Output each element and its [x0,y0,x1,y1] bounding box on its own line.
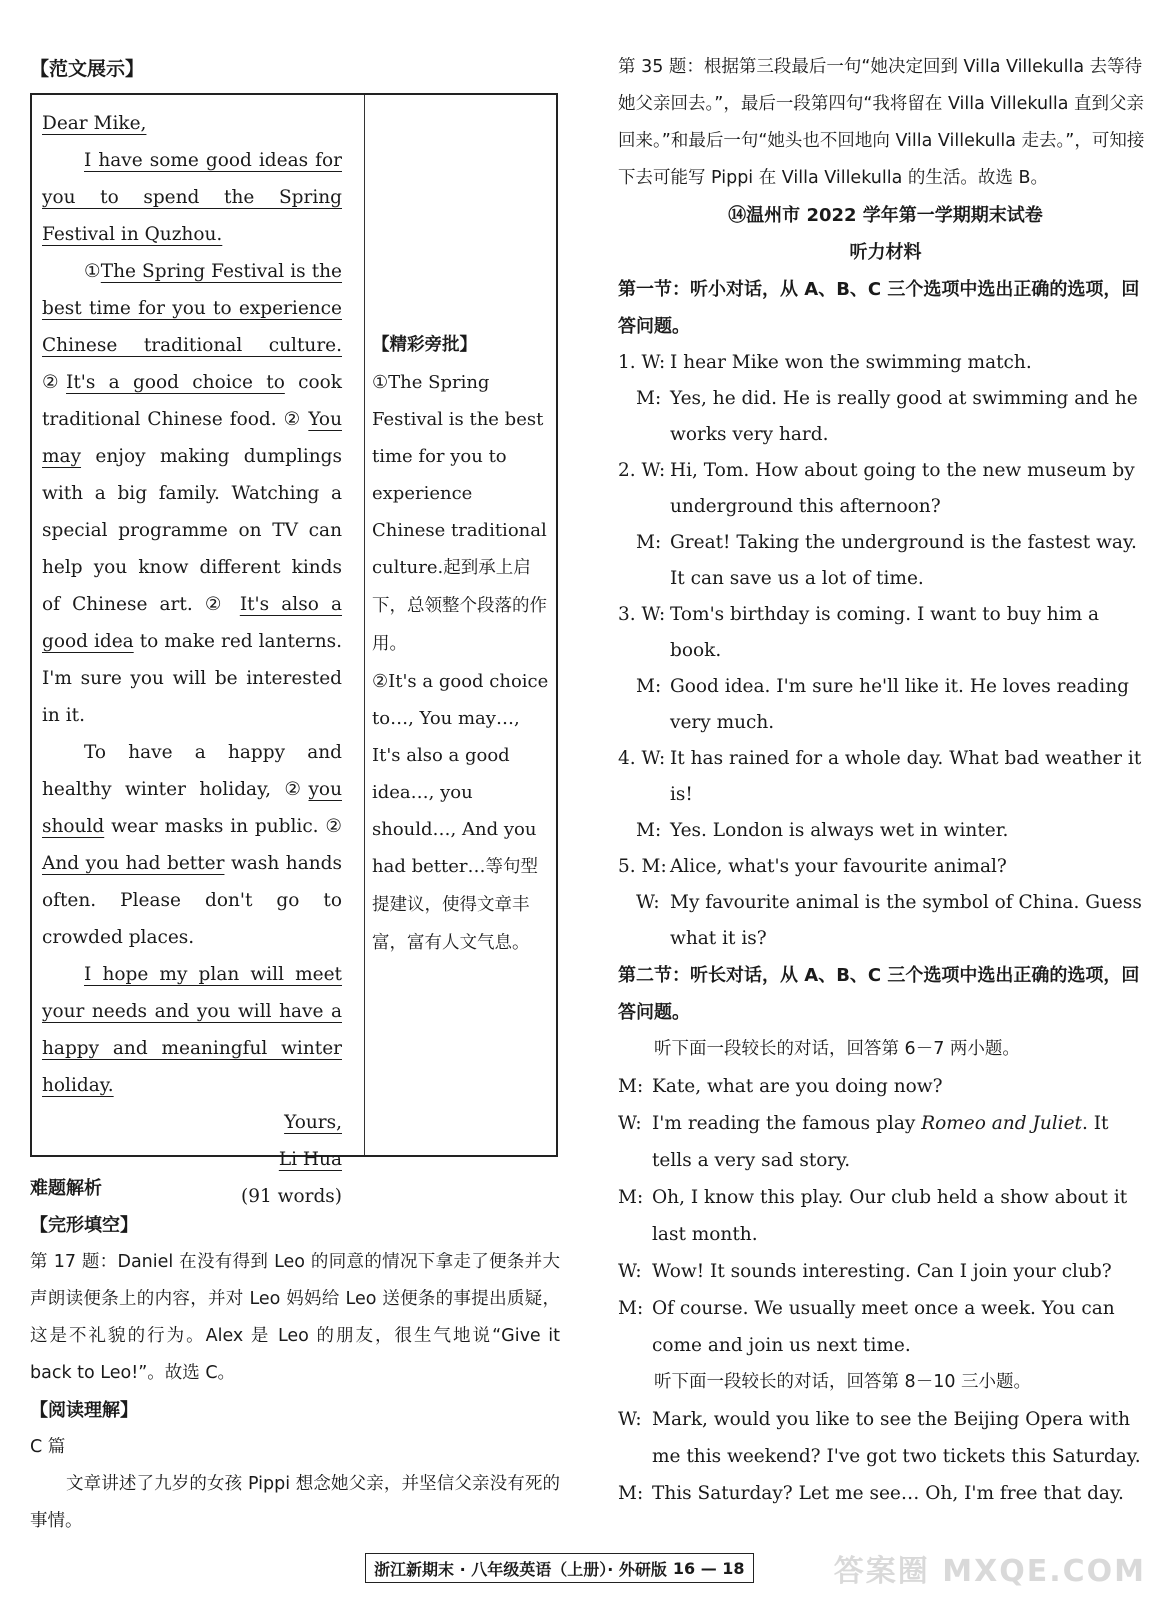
essay-signature: Li Hua [278,1149,342,1170]
column-divider [364,95,365,1155]
dialogue-line: W: I'm reading the famous play Romeo and Juliet. It tells a very sad story. [618,1113,1109,1171]
dialogue-line: M: Oh, I know this play. Our club held a show about it last month. [618,1187,1128,1245]
dialogue-line: W: My favourite animal is the symbol of China. Guess what it is? [636,892,1142,949]
left-column [30,52,560,86]
analysis-heading: 难题解析 [30,1178,102,1199]
section-2-title: 第二节：听长对话，从 A、B、C 三个选项中选出正确的选项，回答问题。 [618,965,1140,1023]
dialogue-line: 1. W: I hear Mike won the swimming match. [618,352,1032,373]
dialogue-line: W: Mark, would you like to see the Beijing Opera with me this weekend? I've got two tickets this Saturday. [618,1409,1141,1467]
page-numbers: 16 — 18 [672,1558,745,1578]
dialogue-line: 5. M: Alice, what's your favourite animal? [618,856,1007,877]
section-1-title: 第一节：听小对话，从 A、B、C 三个选项中选出正确的选项，回答问题。 [618,279,1140,337]
dialogue-line: M: Great! Taking the underground is the fastest way. It can save us a lot of time. [636,532,1137,589]
passage-c-label: C 篇 [30,1437,66,1457]
essay-greeting: Dear Mike, [42,113,147,134]
comment-heading: 【精彩旁批】 [372,335,477,355]
long-dialogue-2 [618,1401,1153,1512]
sample-essay-heading: 【范文展示】 [30,58,145,80]
essay-closing: Yours, [284,1112,342,1133]
footer-title: 浙江新期末 · 八年级英语（上册）· 外研版 [374,1559,667,1579]
q35-explanation: 第 35 题：根据第三段最后一句“她决定回到 Villa Villekulla 去等待她父亲回去。”，最后一段第四句“我将留在 Villa Villekulla 直到父亲回来。”和最后一句“她头也不回地向 Villa Villekulla 走去。”，可知接下去可能写 Pippi 在 Villa Villekulla 的生活。故选 B。 [618,57,1145,188]
dialogue-line: M: This Saturday? Let me see… Oh, I'm free that day. [618,1483,1124,1504]
dialogue-intro-1: 听下面一段较长的对话，回答第 6－7 两小题。 [654,1039,1020,1059]
reading-heading: 【阅读理解】 [30,1400,138,1421]
right-column [618,52,1153,1512]
comment-2: ②It's a good choice to…, You may…, It's also a good idea…, you should…, And you had better…等句型提建议，使得文章丰富，富有人文气息。 [372,671,549,953]
essay-word-count: (91 words) [240,1186,342,1207]
dialogue-line: M: Good idea. I'm sure he'll like it. He loves reading very much. [636,676,1129,733]
comment-1: ①The Spring Festival is the best time for you to experience Chinese traditional culture.起到承上启下，总领整个段落的作用。 [372,372,547,654]
dialogue-line: 3. W: Tom's birthday is coming. I want to buy him a book. [618,604,1100,661]
dialogue-line: M: Yes. London is always wet in winter. [636,820,1009,841]
passage-c-summary: 文章讲述了九岁的女孩 Pippi 想念她父亲，并坚信父亲没有死的事情。 [30,1474,560,1531]
listening-title: 听力材料 [849,242,922,263]
dialogue-intro-2: 听下面一段较长的对话，回答第 8－10 三小题。 [654,1372,1032,1392]
dialogue-line: 4. W: It has rained for a whole day. What bad weather it is! [618,748,1142,805]
essay-paragraph-4: I hope my plan will meet your needs and you will have a happy and meaningful winter holiday. [42,964,342,1096]
cloze-explanation: 第 17 题：Daniel 在没有得到 Leo 的同意的情况下拿走了便条并大声朗读便条上的内容，并对 Leo 妈妈给 Leo 送便条的事提出质疑，这是不礼貌的行为。Alex 是 Leo 的朋友，很生气地说“Give it back to Leo!”。故选 C。 [30,1252,560,1383]
dialogue-line: M: Of course. We usually meet once a week. You can come and join us next time. [618,1298,1115,1356]
long-dialogue-1 [618,1068,1153,1364]
essay-paragraph-1: I have some good ideas for you to spend the Spring Festival in Quzhou. [42,150,342,245]
dialogue-line: W: Wow! It sounds interesting. Can I join your club? [618,1261,1112,1282]
dialogue-line: M: Kate, what are you doing now? [618,1076,943,1097]
sample-essay [42,105,342,1215]
essay-paragraph-2: ①The Spring Festival is the best time for you to experience Chinese traditional culture. ②It's a good choice to cook traditional Chinese food. ② You may enjoy making dumplings with a big family. Watching a special programme on TV can help you know different kinds of Chinese art. ② It's also a good idea to make red lanterns. I'm sure you will be interested in it. [42,261,343,726]
difficult-analysis [30,1170,560,1540]
cloze-heading: 【完形填空】 [30,1215,138,1236]
margin-comment [372,327,550,962]
essay-paragraph-3: To have a happy and healthy winter holiday, ②you should wear masks in public. ② And you had better wash hands often. Please don't go to crowded places. [42,742,342,948]
page-footer [365,1553,754,1583]
dialogue-line: M: Yes, he did. He is really good at swimming and he works very hard. [636,388,1138,445]
section-1-dialogues [618,345,1153,957]
dialogue-line: 2. W: Hi, Tom. How about going to the new museum by underground this afternoon? [618,460,1135,517]
watermark: 答案圈 MXQE.COM [833,1554,1146,1589]
exam-title: ⑭温州市 2022 学年第一学期期末试卷 [728,205,1043,226]
